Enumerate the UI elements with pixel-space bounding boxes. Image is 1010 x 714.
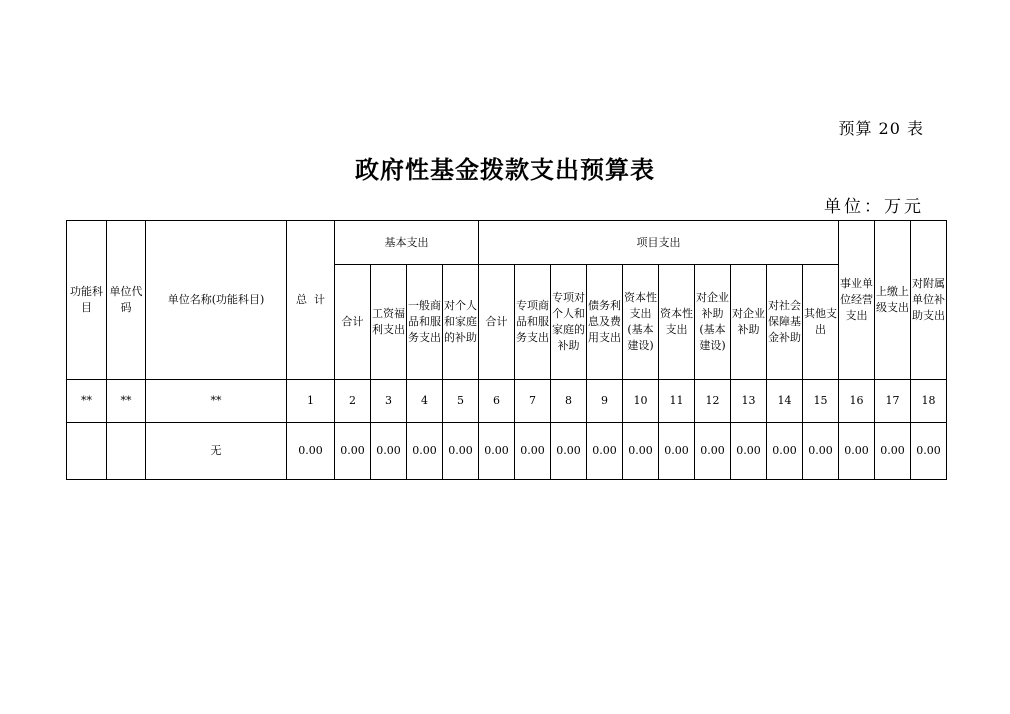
header-project-expenditure: 项目支出 [479, 221, 839, 265]
index-number-1: 1 [287, 380, 335, 423]
amount-cell-18: 0.00 [911, 423, 947, 480]
amount-cell-4: 0.00 [407, 423, 443, 480]
header-unit-code: 单位代码 [107, 221, 146, 380]
header-project-9: 对社会保障基金补助 [767, 265, 803, 380]
header-basic-expenditure: 基本支出 [335, 221, 479, 265]
index-number-17: 17 [875, 380, 911, 423]
row-unit-name: 无 [146, 423, 287, 480]
amount-cell-10: 0.00 [623, 423, 659, 480]
header-project-8: 对企业补助 [731, 265, 767, 380]
row-func-subject [67, 423, 107, 480]
amount-cell-17: 0.00 [875, 423, 911, 480]
index-number-13: 13 [731, 380, 767, 423]
header-project-5: 资本性支出(基本建设) [623, 265, 659, 380]
index-number-14: 14 [767, 380, 803, 423]
unit-label: 单位：万元 [824, 197, 924, 217]
table-row [67, 423, 947, 480]
index-number-8: 8 [551, 380, 587, 423]
amount-cell-3: 0.00 [371, 423, 407, 480]
header-total: 总 计 [287, 221, 335, 380]
index-number-2: 2 [335, 380, 371, 423]
amount-cell-12: 0.00 [695, 423, 731, 480]
amount-cell-5: 0.00 [443, 423, 479, 480]
index-number-4: 4 [407, 380, 443, 423]
amount-cell-14: 0.00 [767, 423, 803, 480]
index-number-9: 9 [587, 380, 623, 423]
header-basic-2: 工资福利支出 [371, 265, 407, 380]
amount-cell-7: 0.00 [515, 423, 551, 480]
header-basic-1: 合计 [335, 265, 371, 380]
header-project-10: 其他支出 [803, 265, 839, 380]
header-basic-3: 一般商品和服务支出 [407, 265, 443, 380]
header-other-1: 事业单位经营支出 [839, 221, 875, 380]
index-row [67, 380, 947, 423]
index-number-18: 18 [911, 380, 947, 423]
index-number-3: 3 [371, 380, 407, 423]
amount-cell-15: 0.00 [803, 423, 839, 480]
header-project-3: 专项对个人和家庭的补助 [551, 265, 587, 380]
index-number-5: 5 [443, 380, 479, 423]
budget-table [66, 220, 947, 480]
amount-cell-8: 0.00 [551, 423, 587, 480]
header-other-2: 上缴上级支出 [875, 221, 911, 380]
index-number-16: 16 [839, 380, 875, 423]
header-project-2: 专项商品和服务支出 [515, 265, 551, 380]
header-project-7: 对企业补助(基本建设) [695, 265, 731, 380]
index-number-7: 7 [515, 380, 551, 423]
amount-cell-11: 0.00 [659, 423, 695, 480]
index-number-6: 6 [479, 380, 515, 423]
row-unit-code [107, 423, 146, 480]
index-number-15: 15 [803, 380, 839, 423]
index-number-11: 11 [659, 380, 695, 423]
header-unit-name: 单位名称(功能科目) [146, 221, 287, 380]
header-project-6: 资本性支出 [659, 265, 695, 380]
amount-cell-16: 0.00 [839, 423, 875, 480]
index-number-12: 12 [695, 380, 731, 423]
amount-cell-2: 0.00 [335, 423, 371, 480]
index-unit-code: ** [107, 380, 146, 423]
amount-cell-13: 0.00 [731, 423, 767, 480]
header-other-3: 对附属单位补助支出 [911, 221, 947, 380]
index-func-subject: ** [67, 380, 107, 423]
header-project-1: 合计 [479, 265, 515, 380]
header-basic-4: 对个人和家庭的补助 [443, 265, 479, 380]
index-unit-name: ** [146, 380, 287, 423]
amount-cell-6: 0.00 [479, 423, 515, 480]
amount-cell-9: 0.00 [587, 423, 623, 480]
index-number-10: 10 [623, 380, 659, 423]
page-title: 政府性基金拨款支出预算表 [355, 155, 655, 184]
header-project-4: 债务利息及费用支出 [587, 265, 623, 380]
header-func-subject: 功能科目 [67, 221, 107, 380]
amount-cell-1: 0.00 [287, 423, 335, 480]
table-number: 预算 20 表 [838, 119, 924, 138]
